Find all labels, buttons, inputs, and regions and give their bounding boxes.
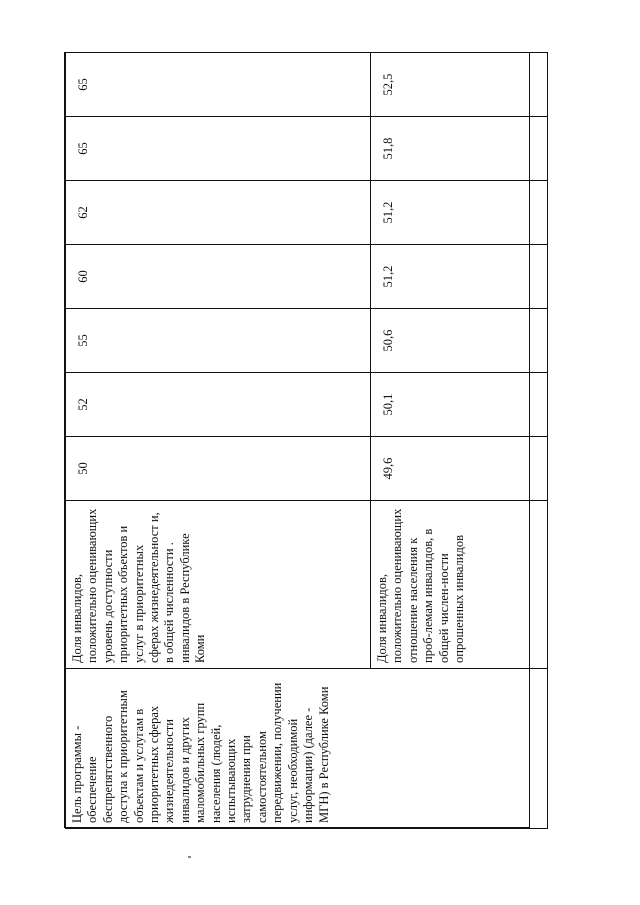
- indicator-cell: Доля инвалидов, положительно оценивающих отношение населения к проб-лемам инвалидов, в общей числен-ности опрошенных инвалидов: [371, 501, 548, 669]
- value-cell: 65: [66, 117, 371, 181]
- value-cell: 55: [66, 309, 371, 373]
- value-cell: 51,8: [371, 117, 548, 181]
- value-cell: 50,6: [371, 309, 548, 373]
- scan-speck: [188, 856, 191, 858]
- value-cell: 65: [66, 53, 371, 117]
- indicators-table: [65, 52, 548, 829]
- value-cell: 51,2: [371, 181, 548, 245]
- indicator-cell: Доля инвалидов, положительно оценивающих уровень доступности приоритетных объектов и услуг в приоритетных сферах жизнедеятельност и, в общей численности . инвалидов в Республике Коми: [66, 501, 371, 669]
- value-cell: 52: [66, 373, 371, 437]
- value-cell: 49,6: [371, 437, 548, 501]
- value-cell: 62: [66, 181, 371, 245]
- document-table-frame: [64, 52, 530, 828]
- rotated-table-container: [65, 53, 531, 829]
- value-cell: 50,1: [371, 373, 548, 437]
- value-cell: 60: [66, 245, 371, 309]
- value-cell: 50: [66, 437, 371, 501]
- value-cell: 51,2: [371, 245, 548, 309]
- value-cell: 52,5: [371, 53, 548, 117]
- program-goal-cell: Цель программы - обеспечение беспрепятственного доступа к приоритетным объектам и услугам в приоритетных сферах жизнедеятельности инвалидов и других маломобильных групп населения (людей, испытывающих затруднения при самостоятельном передвижении, получении услуг, необходимой информации) (далее - МГН) в Республике Коми: [66, 669, 548, 829]
- table-row: [66, 53, 371, 829]
